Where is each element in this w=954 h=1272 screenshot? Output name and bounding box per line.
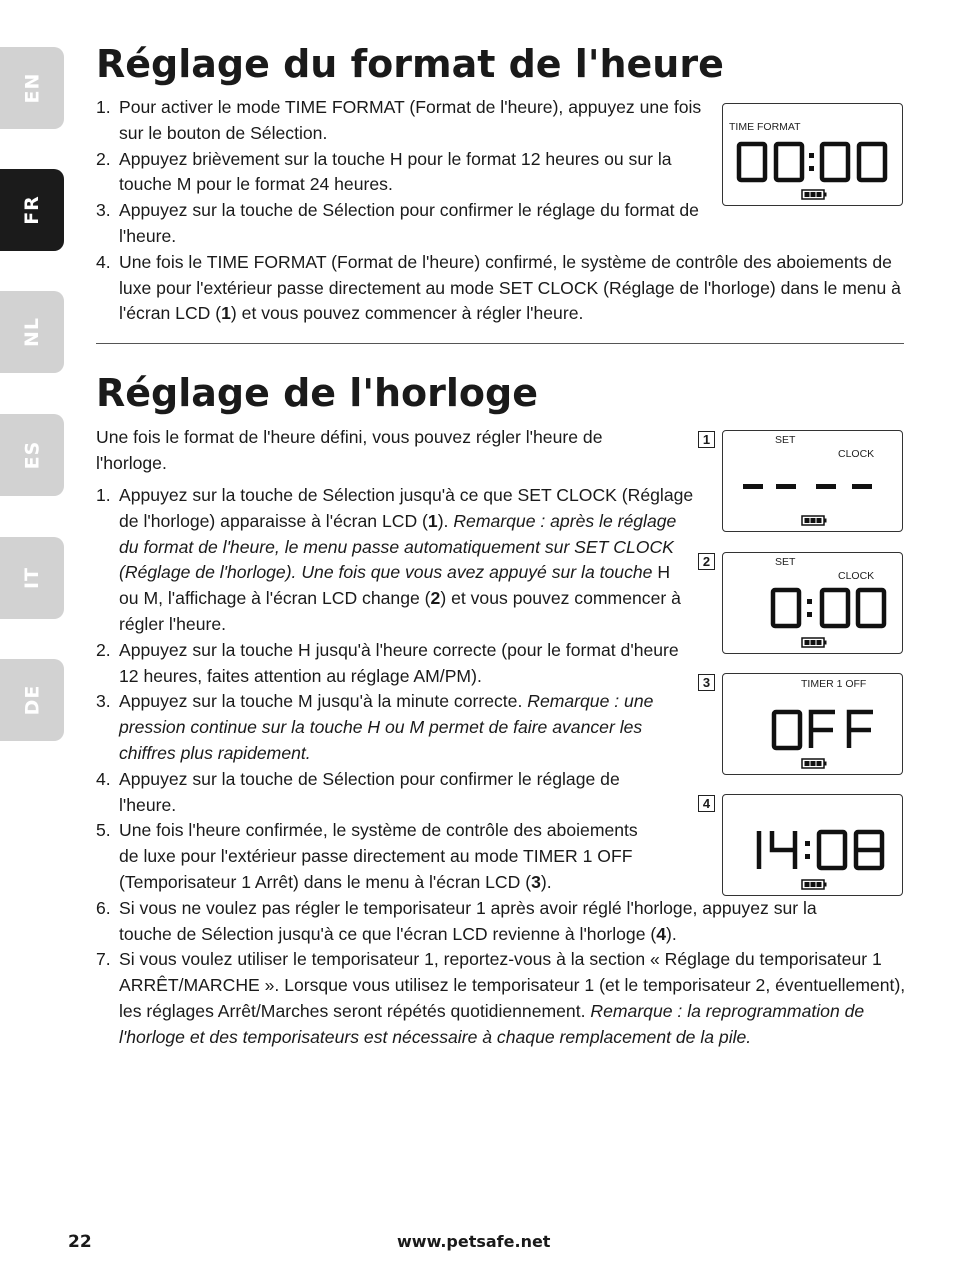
list-item: 3. Appuyez sur la touche de Sélection pour confirmer le réglage du format de l'heure.	[96, 200, 699, 246]
list-item: 3. Appuyez sur la touche M jusqu'à la minute correcte. Remarque : une pression continue sur la touche H ou M permet de faire avancer les chiffres plus rapidement.	[96, 691, 654, 763]
tab-nl-label: NL	[20, 316, 43, 348]
footer-url[interactable]: www.petsafe.net	[397, 1232, 551, 1251]
section-divider	[96, 343, 904, 344]
figure-number: 4	[698, 795, 715, 812]
battery-icon	[802, 190, 827, 199]
intro-paragraph: Une fois le format de l'heure défini, vous pouvez régler l'heure de l'horloge.	[96, 427, 603, 473]
figure-number: 3	[698, 674, 715, 691]
lcd-clock-14-08	[722, 794, 903, 896]
step-text: Une fois le TIME FORMAT (Format de l'heure) confirmé, le système de contrôle des aboiements de luxe pour l'extérieur passe directement au mode SET CLOCK (Réglage de l'horloge) dans le menu à l'écran LCD (	[119, 251, 901, 324]
battery-icon	[802, 638, 827, 647]
figure-ref: 2	[430, 588, 441, 609]
figure-ref: 3	[531, 871, 541, 892]
battery-icon	[802, 880, 827, 889]
battery-icon	[802, 759, 827, 768]
tab-en-label: EN	[20, 72, 43, 104]
list-item: 6. Si vous ne voulez pas régler le temporisateur 1 après avoir réglé l'horloge, appuyez sur la touche de Sélection jusqu'à ce que l'écran LCD revienne à l'horloge (4).	[96, 897, 817, 944]
section-title-clock: Réglage de l'horloge	[96, 371, 538, 415]
list-item: 7. Si vous voulez utiliser le temporisateur 1, reportez-vous à la section « Réglage du temporisateur 1 ARRÊT/MARCHE ». Lorsque vous utilisez le temporisateur 1 (et le temporisateur 2, éventuellement), les réglages Arrêt/Marches seront répétés quotidiennement. Remarque : la reprogrammation de l'horloge et des temporisateurs est nécessaire à chaque remplacement de la pile.	[96, 949, 906, 1047]
list-item: 4. Appuyez sur la touche de Sélection pour confirmer le réglage de l'heure.	[96, 768, 620, 815]
tab-fr-label: FR	[20, 195, 43, 225]
lcd-label: TIMER 1 OFF	[801, 678, 867, 690]
lcd-time-format	[722, 103, 903, 206]
figure-ref: 1	[221, 303, 231, 324]
step-text: ) et vous pouvez commencer à régler l'heure.	[230, 303, 584, 324]
note: Remarque : une pression continue sur la touche H ou M permet de faire avancer les chiffres plus rapidement.	[119, 691, 654, 763]
tab-de[interactable]	[0, 659, 64, 741]
note: Remarque : après le réglage du format de l'heure, le menu passe automatiquement sur SET CLOCK (Réglage de l'horloge). Une fois que vous avez appuyé sur la touche	[119, 510, 677, 583]
step-text: Pour activer le mode TIME FORMAT (Format de l'heure), appuyez une fois sur le bouton de Sélection.	[119, 97, 702, 143]
section-title-time-format: Réglage du format de l'heure	[96, 42, 724, 86]
lcd-label: SET	[775, 434, 796, 446]
lcd-label: CLOCK	[838, 448, 875, 460]
list-item: 1. Appuyez sur la touche de Sélection jusqu'à ce que SET CLOCK (Réglage de l'horloge) apparaisse à l'écran LCD (1). Remarque : après le réglage du format de l'heure, le menu passe automatiquement sur SET CLOCK (Réglage de l'horloge). Une fois que vous avez appuyé sur la touche H ou M, l'affichage à l'écran LCD change (2) et vous pouvez commencer à régler l'heure.	[96, 485, 694, 634]
note: Remarque : la reprogrammation de l'horloge et des temporisateurs est nécessaire à chaque remplacement de la pile.	[119, 1000, 865, 1047]
figure-ref: 1	[427, 510, 438, 531]
tab-it-label: IT	[21, 566, 43, 590]
lcd-timer-off	[722, 673, 903, 775]
figure-number: 1	[698, 431, 715, 448]
list-item: 2. Appuyez brièvement sur la touche H pour le format 12 heures ou sur la touche M pour le format 24 heures.	[96, 148, 672, 195]
tab-es[interactable]	[0, 414, 64, 496]
tab-de-label: DE	[20, 684, 43, 716]
lcd-label: TIME FORMAT	[729, 121, 801, 133]
list-item: 4. Une fois le TIME FORMAT (Format de l'heure) confirmé, le système de contrôle des aboiements de luxe pour l'extérieur passe directement au mode SET CLOCK (Réglage de l'horloge) dans le menu à l'écran LCD (1) et vous pouvez commencer à régler l'heure.	[96, 251, 901, 324]
figure-ref: 4	[656, 923, 667, 944]
tab-fr[interactable]	[0, 169, 64, 251]
battery-icon	[802, 516, 827, 525]
lcd-digits-00-00	[723, 104, 904, 207]
tab-es-label: ES	[20, 440, 43, 470]
step-text: Appuyez sur la touche de Sélection pour confirmer le réglage du format de l'heure.	[119, 200, 699, 246]
list-item: 1. Pour activer le mode TIME FORMAT (Format de l'heure), appuyez une fois sur le bouton de Sélection.	[96, 97, 702, 143]
tab-it[interactable]	[0, 537, 64, 619]
list-item: 5. Une fois l'heure confirmée, le système de contrôle des aboiements de luxe pour l'extérieur passe directement au mode TIMER 1 OFF (Temporisateur 1 Arrêt) dans le menu à l'écran LCD (3).	[96, 820, 638, 892]
page-number: 22	[68, 1232, 92, 1252]
lcd-set-clock-dashes	[722, 430, 903, 532]
list-item: 2. Appuyez sur la touche H jusqu'à l'heure correcte (pour le format d'heure 12 heures, faites attention au réglage AM/PM).	[96, 639, 679, 686]
tab-nl[interactable]	[0, 291, 64, 373]
lcd-label: SET	[775, 556, 796, 568]
step-text: Appuyez brièvement sur la touche H pour le format 12 heures ou sur la touche M pour le format 24 heures.	[119, 148, 672, 195]
clock-intro	[96, 425, 641, 477]
tab-en[interactable]	[0, 47, 64, 129]
lcd-set-clock-0-00	[722, 552, 903, 654]
lcd-label: CLOCK	[838, 570, 875, 582]
figure-number: 2	[698, 553, 715, 570]
